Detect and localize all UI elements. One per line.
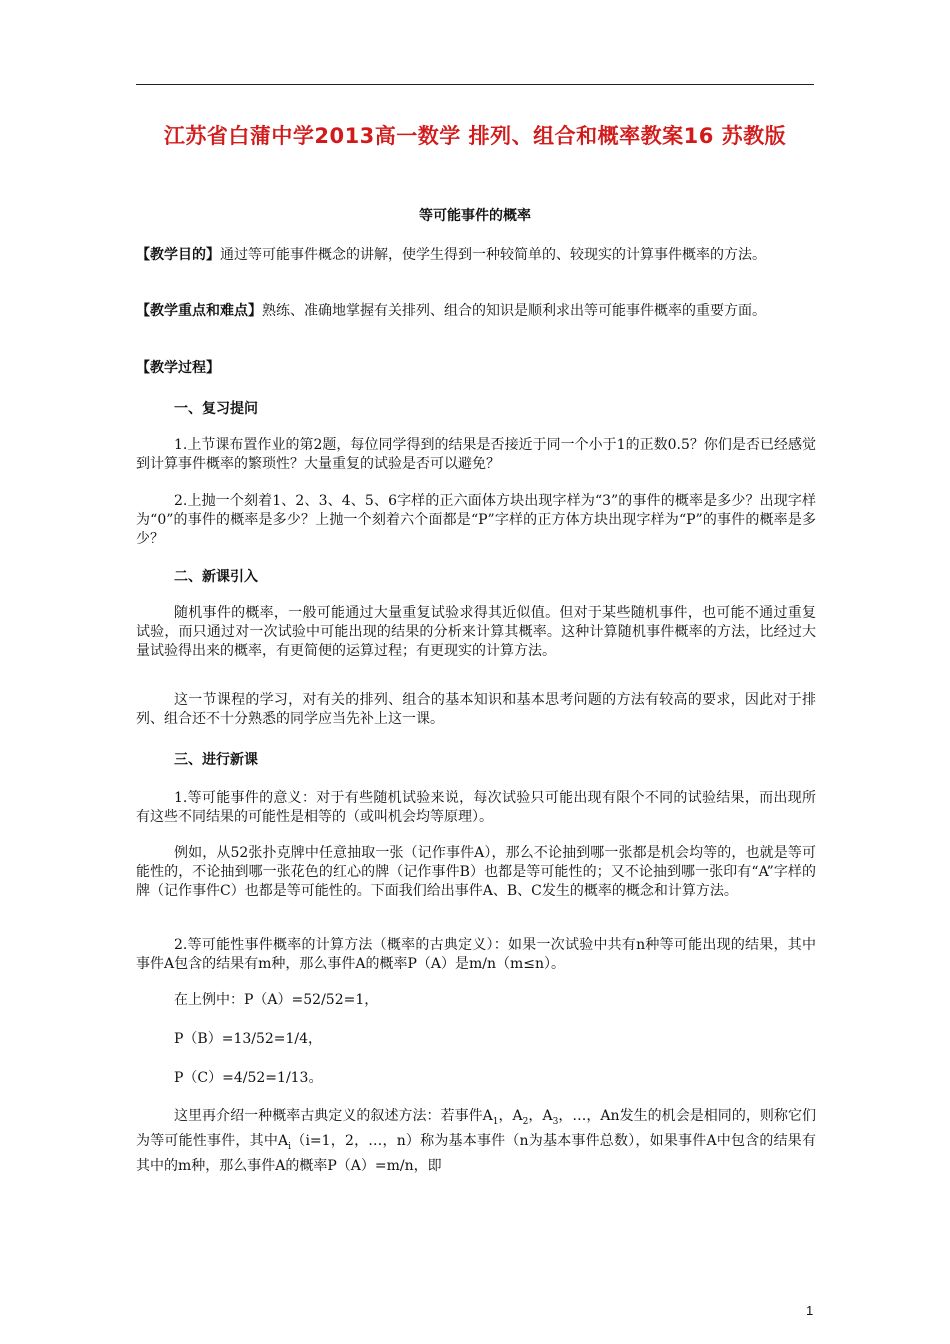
definition-2: 2.等可能性事件概率的计算方法（概率的古典定义）：如果一次试验中共有n种等可能出现的结果，其中事件A包含的结果有m种，那么事件A的概率P（A）是m/n（m≤n）。 bbox=[136, 937, 816, 972]
keypoints-paragraph bbox=[136, 302, 816, 321]
lesson-subtitle: 等可能事件的概率 bbox=[419, 208, 531, 224]
question-1: 1.上节课布置作业的第2题，每位同学得到的结果是否接近于同一个小于1的正数0.5？你们是否已经感觉到计算事件概率的繁琐性？大量重复的试验是否可以避免？ bbox=[136, 437, 816, 472]
sub-1: 1 bbox=[492, 1116, 499, 1127]
section-intro: 二、新课引入 bbox=[174, 569, 258, 585]
section-review: 一、复习提问 bbox=[174, 401, 258, 417]
keypoints-text: 熟练、准确地掌握有关排列、组合的知识是顺利求出等可能事件概率的重要方面。 bbox=[262, 303, 766, 319]
intro-paragraph-2: 这一节课程的学习，对有关的排列、组合的基本知识和基本思考问题的方法有较高的要求，因此对于排列、组合还不十分熟悉的同学应当先补上这一课。 bbox=[136, 692, 816, 727]
calc-line-1: 在上例中：P（A）=52/52=1， bbox=[174, 992, 379, 1008]
header-rule bbox=[136, 84, 814, 85]
calc-line-3: P（C）=4/52=1/13。 bbox=[174, 1070, 323, 1086]
process-label: 【教学过程】 bbox=[136, 360, 220, 376]
sub-2: 2 bbox=[522, 1116, 529, 1127]
page-number: 1 bbox=[806, 1303, 814, 1318]
definition-1: 1.等可能事件的意义：对于有些随机试验来说，每次试验只可能出现有限个不同的试验结果，而出现所有这些不同结果的可能性是相等的（或叫机会均等原理）。 bbox=[136, 790, 816, 825]
def-text-b: ，A bbox=[498, 1108, 523, 1124]
keypoints-label: 【教学重点和难点】 bbox=[136, 303, 262, 319]
intro-paragraph-1: 随机事件的概率，一般可能通过大量重复试验求得其近似值。但对于某些随机事件，也可能不通过重复试验，而只通过对一次试验中可能出现的结果的分析来计算其概率。这种计算随机事件概率的方法，比经过大量试验得出来的概率，有更简便的运算过程；有更现实的计算方法。 bbox=[136, 605, 816, 659]
def-text-e: （i=1，2，…，n）称为基本事件（n为基本事件总数），如果事件A中包含的结果有其中的m种，那么事件A的概率P（A）=m/n，即 bbox=[136, 1132, 816, 1174]
sub-i: i bbox=[288, 1141, 292, 1152]
calc-line-2: P（B）=13/52=1/4， bbox=[174, 1031, 323, 1047]
section-new-lesson: 三、进行新课 bbox=[174, 752, 258, 768]
objective-label: 【教学目的】 bbox=[136, 247, 220, 263]
def-text-c: ，A bbox=[528, 1108, 553, 1124]
sub-3: 3 bbox=[552, 1116, 559, 1127]
document-title: 江苏省白蒲中学2013高一数学 排列、组合和概率教案16 苏教版 bbox=[163, 124, 787, 148]
def-text-d: ，…，An发生的机会是相同的，则称它们为等可能性事件，其中A bbox=[136, 1108, 816, 1149]
classical-definition-paragraph bbox=[136, 1107, 816, 1176]
objective-text: 通过等可能事件概念的讲解，使学生得到一种较简单的、较现实的计算事件概率的方法。 bbox=[220, 247, 766, 263]
example-paragraph: 例如，从52张扑克牌中任意抽取一张（记作事件A），那么不论抽到哪一张都是机会均等的，也就是等可能性的，不论抽到哪一张花色的红心的牌（记作事件B）也都是等可能性的；又不论抽到哪一张印有“A”字样的牌（记作事件C）也都是等可能性的。下面我们给出事件A、B、C发生的概率的概念和计算方法。 bbox=[136, 845, 816, 899]
objective-paragraph bbox=[136, 246, 816, 265]
def-text-a: 这里再介绍一种概率古典定义的叙述方法：若事件A bbox=[174, 1108, 493, 1124]
question-2: 2.上抛一个刻着1、2、3、4、5、6字样的正六面体方块出现字样为“3”的事件的概率是多少？出现字样为“0”的事件的概率是多少？上抛一个刻着六个面都是“P”字样的正方体方块出现字样为“P”的事件的概率是多少？ bbox=[136, 493, 816, 547]
